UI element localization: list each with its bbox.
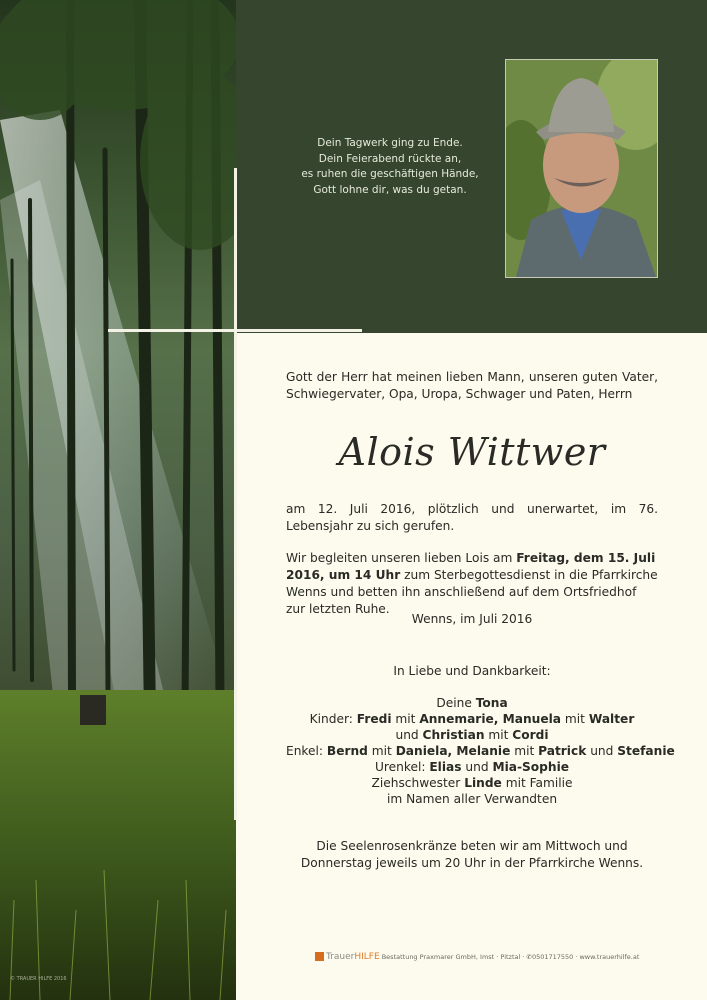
name-bold: Patrick bbox=[538, 744, 587, 758]
family-children-line bbox=[286, 711, 658, 727]
footer-imprint bbox=[315, 952, 639, 962]
text: mit bbox=[484, 728, 513, 742]
intro-text: Gott der Herr hat meinen lieben Mann, unseren guten Vater, Schwiegervater, Opa, Uropa, Schwager und Paten, Herrn bbox=[286, 370, 658, 401]
name-bold: Walter bbox=[588, 712, 635, 726]
name-bold: Annemarie, Manuela bbox=[419, 712, 562, 726]
text: Deine bbox=[436, 696, 476, 710]
poem-line: Dein Feierabend rückte an, bbox=[318, 152, 462, 165]
place-date: Wenns, im Juli 2016 bbox=[411, 612, 533, 626]
text: Ziehschwester bbox=[371, 776, 465, 790]
cross-horizontal-bar bbox=[108, 329, 362, 332]
text: und bbox=[395, 728, 423, 742]
poem-line: es ruhen die geschäftigen Hände, bbox=[301, 168, 479, 180]
funeral-details bbox=[286, 550, 658, 618]
name-bold: Fredi bbox=[356, 712, 392, 726]
rosary-notice: Die Seelenrosenkränze beten wir am Mittwoch und Donnerstag jeweils um 20 Uhr in der Pfarrkirche Wenns. bbox=[300, 839, 644, 870]
deceased-name: Alois Wittwer bbox=[338, 430, 606, 474]
brand-logo-icon bbox=[315, 952, 324, 961]
name-bold: Daniela, Melanie bbox=[395, 744, 511, 758]
text: mit Familie bbox=[501, 776, 573, 790]
funeral-date: Freitag, dem 15. Juli 2016, um 14 Uhr bbox=[286, 551, 656, 582]
text: mit bbox=[510, 744, 539, 758]
text: mit bbox=[367, 744, 396, 758]
brand-name-2: HILFE bbox=[354, 952, 380, 962]
family-grandchildren-line bbox=[286, 743, 675, 759]
family-wife-line bbox=[286, 695, 658, 711]
poem bbox=[290, 136, 490, 198]
portrait-photo bbox=[505, 59, 658, 278]
text: Enkel: bbox=[286, 744, 327, 758]
family-greatgrandchildren-line bbox=[286, 759, 658, 775]
brand-name-1: Trauer bbox=[326, 952, 355, 962]
name-bold: Cordi bbox=[512, 728, 549, 742]
text: mit bbox=[391, 712, 420, 726]
family-foster-line bbox=[286, 775, 658, 791]
poem-line: Dein Tagwerk ging zu Ende. bbox=[317, 137, 463, 149]
name-bold: Stefanie bbox=[617, 744, 675, 758]
photo-credit: © TRAUER HILFE 2016 bbox=[10, 976, 67, 982]
name-bold: Linde bbox=[464, 776, 502, 790]
family-children-line-2 bbox=[286, 727, 658, 743]
death-notice: am 12. Juli 2016, plötzlich und unerwartet, im 76. Lebensjahr zu sich gerufen. bbox=[286, 502, 658, 533]
cross-vertical-bar bbox=[234, 168, 237, 820]
name-bold: Mia-Sophie bbox=[492, 760, 570, 774]
text: und bbox=[461, 760, 493, 774]
funeral-text-1: Wir begleiten unseren lieben Lois am bbox=[286, 551, 517, 565]
name-bold: Bernd bbox=[326, 744, 368, 758]
text: Urenkel: bbox=[374, 760, 430, 774]
name-bold: Tona bbox=[475, 696, 508, 710]
thanks-line: In Liebe und Dankbarkeit: bbox=[393, 664, 551, 678]
family-relatives-line: im Namen aller Verwandten bbox=[386, 792, 558, 806]
forest-photo bbox=[0, 0, 236, 1000]
name-bold: Elias bbox=[429, 760, 462, 774]
imprint-text: Bestattung Praxmarer GmbH, Imst · Pitztal · ✆0501717550 · www.trauerhilfe.at bbox=[379, 953, 640, 961]
text: Kinder: bbox=[309, 712, 357, 726]
name-bold: Christian bbox=[422, 728, 485, 742]
text: und bbox=[586, 744, 618, 758]
poem-line: Gott lohne dir, was du getan. bbox=[313, 183, 467, 196]
text: mit bbox=[561, 712, 589, 726]
family-list bbox=[286, 695, 675, 807]
funeral-text-2: zum Sterbegottesdienst in die Pfarrkirche Wenns und betten ihn anschließend auf dem Ortsfriedhof zur letzten Ruhe. bbox=[286, 568, 658, 616]
